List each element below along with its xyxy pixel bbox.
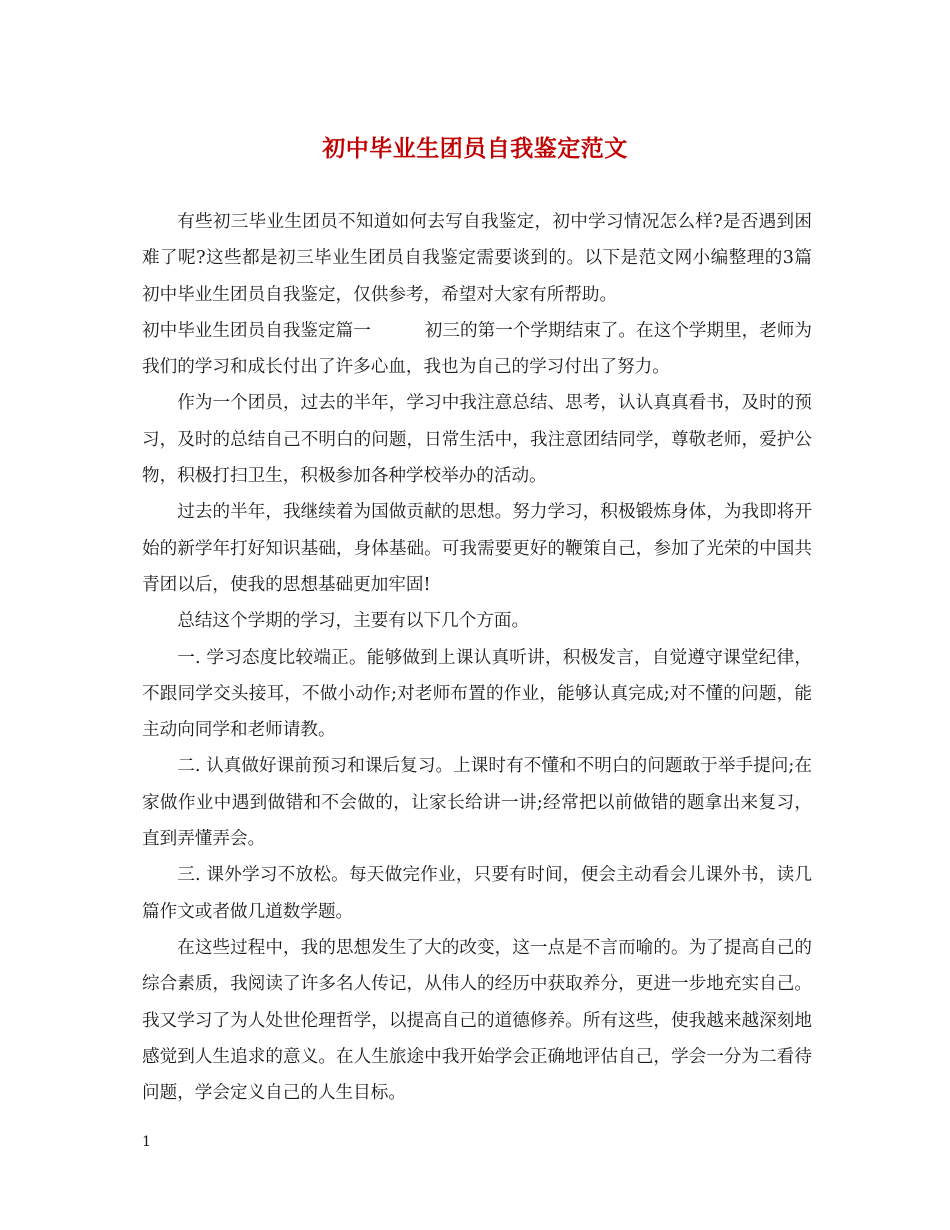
page-number: 1 bbox=[142, 1134, 151, 1150]
body-paragraph: 过去的半年，我继续着为国做贡献的思想。努力学习，积极锻炼身体，为我即将开始的新学年打好知识基础，身体基础。可我需要更好的鞭策自己，参加了光荣的中国共青团以后，使我的思想基础更加牢固! bbox=[142, 502, 812, 595]
body-paragraph: 作为一个团员，过去的半年，学习中我注意总结、思考，认认真真看书，及时的预习，及时的总结自己不明白的问题，日常生活中，我注意团结同学，尊敬老师，爱护公物，积极打扫卫生，积极参加各种学校举办的活动。 bbox=[142, 393, 812, 487]
body-paragraph: 在这些过程中，我的思想发生了大的改变，这一点是不言而喻的。为了提高自己的综合素质，我阅读了许多名人传记，从伟人的经历中获取养分，更进一步地充实自己。我又学习了为人处世伦理哲学，以提高自己的道德修养。所有这些，使我越来越深刻地感觉到人生追求的意义。在人生旅途中我开始学会正确地评估自己，学会一分为二看待问题，学会定义自己的人生目标。 bbox=[142, 937, 812, 1104]
document-title: 初中毕业生团员自我鉴定范文 bbox=[322, 135, 628, 162]
section-heading: 初中毕业生团员自我鉴定篇一 bbox=[142, 320, 371, 341]
body-paragraph: 二. 认真做好课前预习和课后复习。上课时有不懂和不明白的问题敢于举手提问;在家做作业中遇到做错和不会做的，让家长给讲一讲;经常把以前做错的题拿出来复习，直到弄懂弄会。 bbox=[142, 756, 812, 850]
body-paragraph: 总结这个学期的学习，主要有以下几个方面。 bbox=[177, 611, 530, 632]
body-paragraph: 三. 课外学习不放松。每天做完作业，只要有时间，便会主动看会儿课外书，读几篇作文或者做几道数学题。 bbox=[142, 865, 812, 922]
section-first-text: 初三的第一个学期结束了。在这个学期里，老师为我们的学习和成长付出了许多心血，我也为自己的学习付出了努力。 bbox=[142, 320, 812, 378]
section-paragraph bbox=[142, 313, 812, 386]
document-body bbox=[142, 204, 812, 1111]
body-paragraph: 一. 学习态度比较端正。能够做到上课认真听讲，积极发言，自觉遵守课堂纪律，不跟同学交头接耳，不做小动作;对老师布置的作业，能够认真完成;对不懂的问题，能主动向同学和老师请教。 bbox=[142, 647, 812, 741]
intro-paragraph: 有些初三毕业生团员不知道如何去写自我鉴定，初中学习情况怎么样?是否遇到困难了呢?这些都是初三毕业生团员自我鉴定需要谈到的。以下是范文网小编整理的3篇初中毕业生团员自我鉴定，仅供参考，希望对大家有所帮助。 bbox=[142, 212, 812, 305]
